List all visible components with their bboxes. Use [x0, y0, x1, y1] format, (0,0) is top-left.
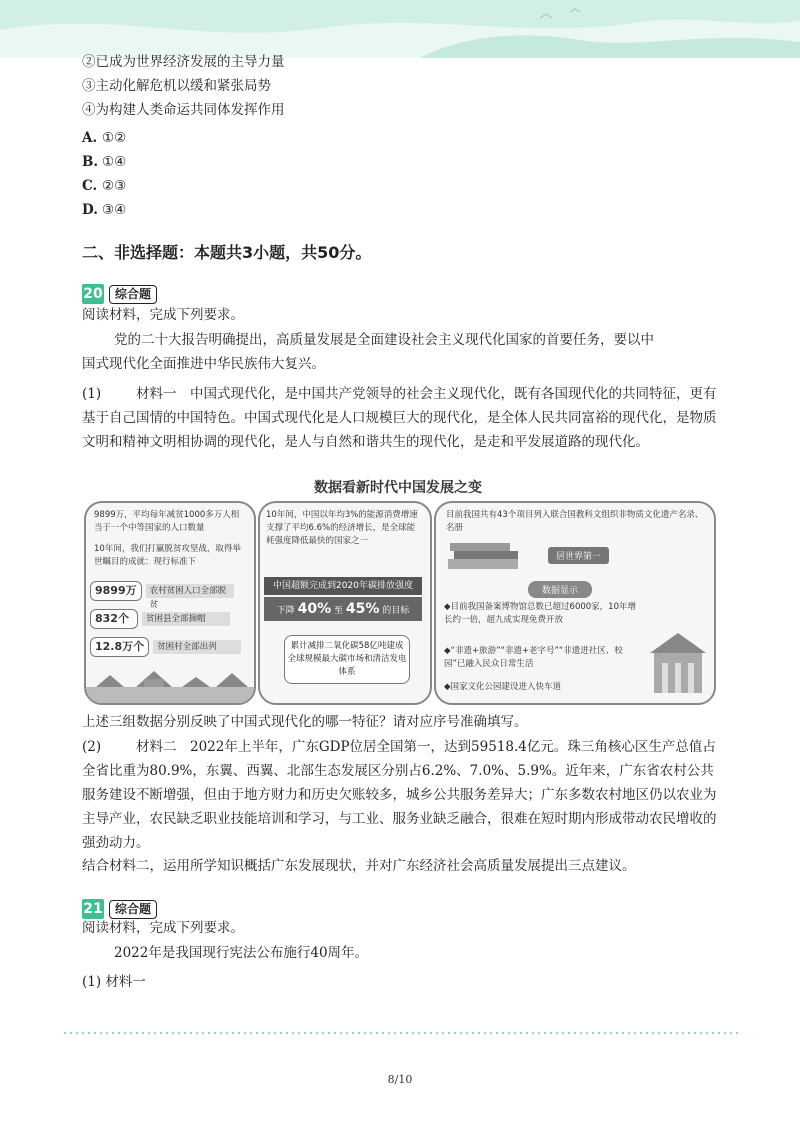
heritage-summary: 目前我国共有43个项目列入联合国教科文组织非物质文化遗产名录、名册 [446, 510, 704, 533]
heritage-item: ◆“非遗+旅游”“非遗+老字号”“非遗进社区、校园”已融入民众日常生活 [444, 646, 623, 669]
q21-lead: 2022年是我国现行宪法公布施行40周年。 [114, 945, 369, 961]
header-banner [0, 0, 800, 58]
option-4: ④为构建人类命运共同体发挥作用 [82, 102, 285, 118]
q20-part2-question: 结合材料二，运用所学知识概括广东发展现状，并对广东经济社会高质量发展提出三点建议。 [82, 858, 636, 874]
village-illustration [86, 663, 254, 703]
culture-park-item: ◆国家文化公园建设进入快车道 [444, 682, 562, 692]
question-type: 综合题 [109, 900, 157, 919]
energy-summary: 10年间，中国以年均3%的能源消费增速支撑了平均6.6%的经济增长，是全球能耗强度降低最快的国家之一 [266, 510, 418, 546]
q20-part2: (2) 材料二 2022年上半年，广东GDP位居全国第一，达到59518.4亿元。珠三角核心区生产总值占全省比重为80.9%，东翼、西翼、北部生态发展区分别占6.2%、7.0%、5.9%。近年来，广东省农村公共服务建设不断增强，但由于地方财力和历史欠账较多，城乡公共服务差异大；广东多数农村地区仍以农业为主导产业，农民缺乏职业技能培训和学习，与工业、服务业缺乏融合，很难在短时期内形成带动农民增收的强劲动力。 [82, 739, 717, 851]
carbon-target-bar: 中国超额完成到2020年碳排放强度 [264, 577, 422, 595]
carbon-target-percent: 下降 40% 至 45% 的目标 [264, 597, 422, 621]
material-two-text: 材料二 2022年上半年，广东GDP位居全国第一，达到59518.4亿元。珠三角核心区生产总值占全省比重为80.9%，东翼、西翼、北部生态发展区分别占6.2%、7.0%、5.9%。近年来，广东省农村公共服务建设不断增强，但由于地方财力和历史欠账较多，城乡公共服务差异大；广东多数农村地区仍以农业为主导产业，农民缺乏职业技能培训和学习，与工业、服务业缺乏融合，很难在短时期内形成带动农民增收的强劲动力。 [82, 739, 717, 851]
answer-a: A. ①② [82, 130, 127, 146]
q21-intro: 阅读材料，完成下列要求。 [82, 920, 244, 936]
poverty-panel [84, 501, 256, 705]
poverty-intro: 10年间，我们打赢脱贫攻坚战，取得举世瞩目的成就：现行标准下 [94, 544, 241, 567]
infographic [82, 475, 714, 707]
q20-part1: (1) 材料一 中国式现代化，是中国共产党领导的社会主义现代化，既有各国现代化的共同特征，更有基于自己国情的中国特色。中国式现代化是人口规模巨大的现代化，是全体人民共同富裕的现代化，是物质文明和精神文明相协调的现代化，是人与自然和谐共生的现代化，是走和平发展道路的现代化。 [82, 386, 717, 450]
page-number: 8/10 [387, 1073, 413, 1086]
option-3: ③主动化解危机以缓和紧张局势 [82, 78, 271, 94]
infographic-question: 上述三组数据分别反映了中国式现代化的哪一特征？请对应序号准确填写。 [82, 714, 528, 730]
emission-bubble: 累计减排二氧化碳58亿吨建成全球规模最大碳市场和清洁发电体系 [284, 635, 410, 684]
q21-part1: (1) 材料一 [82, 974, 146, 990]
world-first-badge: 居世界第一 [548, 547, 609, 564]
question-number: 21 [83, 901, 103, 917]
poverty-summary: 9899万，平均每年减贫1000多万人相当于一个中等国家的人口数量 [94, 510, 240, 533]
section-title: 二、非选择题：本题共3小题，共50分。 [82, 243, 372, 262]
museum-illustration [648, 603, 708, 699]
energy-panel [258, 501, 432, 705]
question-20-tag [82, 284, 157, 304]
option-2: ②已成为世界经济发展的主导力量 [82, 54, 285, 70]
question-number: 20 [83, 286, 103, 302]
stat-row: 832个 贫困县全部摘帽 [90, 609, 230, 629]
answer-d: D. ③④ [82, 202, 127, 218]
stat-row: 12.8万个 贫困村全部出列 [90, 637, 241, 657]
q20-lead-2: 国式现代化全面推进中华民族伟大复兴。 [82, 356, 325, 372]
answer-c: C. ②③ [82, 178, 127, 194]
infographic-title: 数据看新时代中国发展之变 [314, 480, 482, 496]
books-illustration [446, 537, 536, 577]
question-type: 综合题 [109, 285, 157, 304]
museum-item: ◆目前我国备案博物馆总数已超过6000家，10年增长约一倍，超九成实现免费开放 [444, 602, 636, 625]
data-display-label: 数据显示 [528, 581, 592, 598]
q20-intro: 阅读材料，完成下列要求。 [82, 307, 244, 323]
footer-divider [62, 1032, 738, 1034]
material-one-text: 材料一 中国式现代化，是中国共产党领导的社会主义现代化，既有各国现代化的共同特征，更有基于自己国情的中国特色。中国式现代化是人口规模巨大的现代化，是全体人民共同富裕的现代化，是物质文明和精神文明相协调的现代化，是人与自然和谐共生的现代化，是走和平发展道路的现代化。 [82, 386, 717, 450]
stat-row: 9899万 农村贫困人口全部脱贫 [90, 581, 234, 601]
answer-b: B. ①④ [82, 154, 127, 170]
question-21-tag [82, 899, 157, 919]
culture-panel [434, 501, 716, 705]
q20-lead-1: 党的二十大报告明确提出，高质量发展是全面建设社会主义现代化国家的首要任务，要以中 [114, 332, 654, 348]
